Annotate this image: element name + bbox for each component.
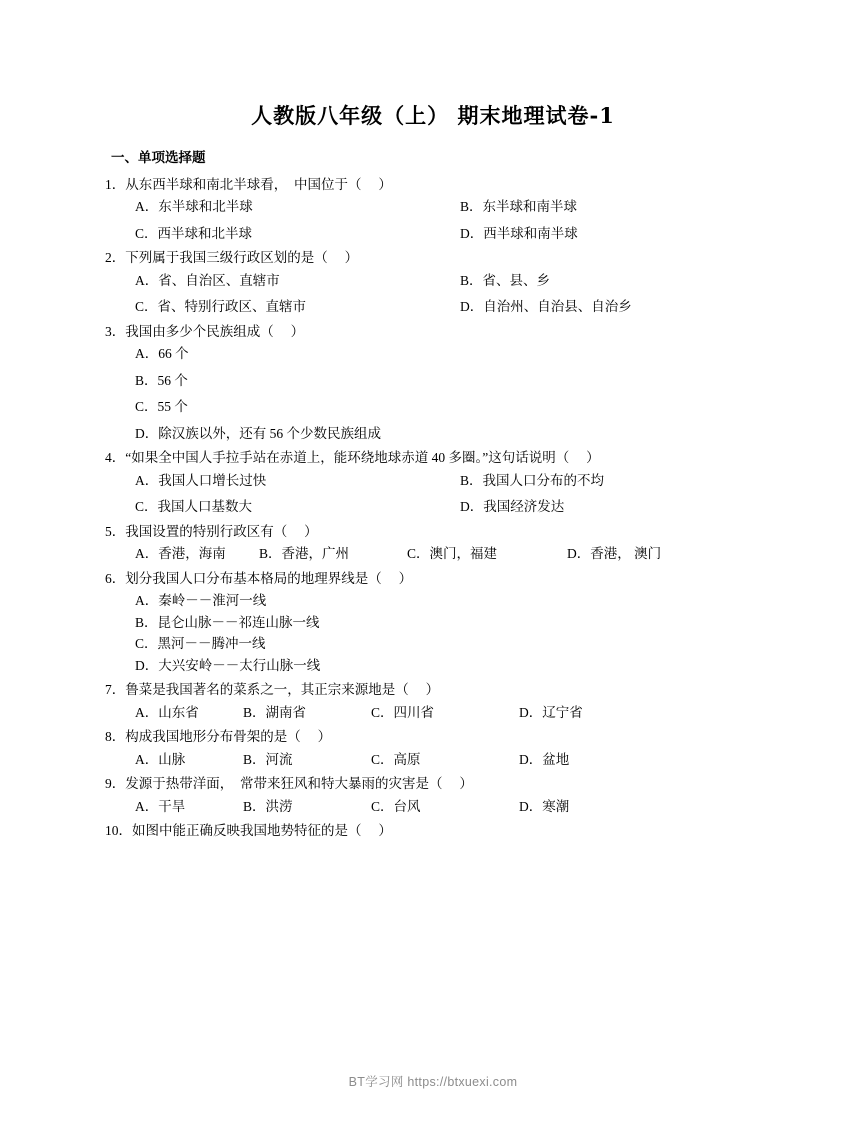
option-c[interactable]: C．西半球和北半球	[135, 225, 253, 241]
option-b[interactable]: B．省、县、乡	[460, 272, 551, 288]
site-watermark: BT学习网 https://btxuexi.com	[348, 1075, 518, 1089]
option-d[interactable]: D．辽宁省	[519, 704, 583, 720]
option-a[interactable]: A．我国人口增长过快	[135, 472, 267, 488]
option-group	[135, 274, 769, 314]
option-group	[97, 594, 769, 672]
option-a[interactable]: A．干旱	[135, 798, 186, 814]
option-d[interactable]: D．自治州、自治县、自治乡	[460, 299, 632, 314]
page-title: 人教版八年级（上） 期末地理试卷-1	[251, 103, 615, 128]
option-a[interactable]: A．香港，海南	[135, 546, 226, 561]
option-d[interactable]: D．除汉族以外，还有 56 个少数民族组成	[135, 425, 381, 441]
question-stem: 5．我国设置的特别行政区有（ ）	[105, 523, 318, 539]
question-stem: 1．从东西半球和南北半球看， 中国位于（ ）	[105, 176, 392, 192]
option-a[interactable]: A．东半球和北半球	[135, 199, 253, 214]
option-group	[135, 474, 769, 514]
option-group	[97, 347, 769, 440]
option-b[interactable]: B．东半球和南半球	[460, 199, 578, 214]
option-d[interactable]: D．寒潮	[519, 798, 570, 814]
option-b[interactable]: B．我国人口分布的不均	[460, 472, 605, 488]
option-a[interactable]: A．山脉	[135, 751, 186, 767]
option-b[interactable]: B．洪涝	[243, 798, 293, 814]
option-b[interactable]: B．河流	[243, 751, 293, 767]
option-a[interactable]: A．66 个	[135, 346, 189, 361]
option-c[interactable]: C．台风	[371, 798, 421, 814]
option-c[interactable]: C．省、特别行政区、直辖市	[135, 299, 307, 314]
question-item	[97, 683, 769, 719]
question-item	[97, 572, 769, 673]
question-stem: 6．划分我国人口分布基本格局的地理界线是（ ）	[105, 570, 413, 586]
option-d[interactable]: D．盆地	[519, 751, 570, 767]
option-c[interactable]: C．我国人口基数大	[135, 499, 253, 514]
question-stem: 7．鲁菜是我国著名的菜系之一，其正宗来源地是（ ）	[105, 682, 440, 697]
option-b[interactable]: B．56 个	[135, 372, 188, 388]
question-stem: 2．下列属于我国三级行政区划的是（ ）	[105, 250, 359, 265]
option-d[interactable]: D．西半球和南半球	[460, 225, 578, 241]
section-heading: 一、单项选择题	[111, 150, 206, 166]
question-stem: 4．“如果全中国人手拉手站在赤道上，能环绕地球赤道 40 多圈。”这句话说明（ ）	[105, 450, 600, 465]
option-b[interactable]: B．昆仑山脉－－祁连山脉一线	[135, 614, 320, 630]
question-item	[97, 451, 769, 514]
option-d[interactable]: D．香港， 澳门	[567, 546, 662, 561]
option-c[interactable]: C．四川省	[371, 704, 435, 720]
option-c[interactable]: C．55 个	[135, 399, 188, 414]
question-item	[97, 824, 769, 838]
option-c[interactable]: C．澳门，福建	[407, 546, 498, 561]
option-group	[135, 753, 769, 767]
question-stem: 8．构成我国地形分布骨架的是（ ）	[105, 729, 332, 744]
question-item	[97, 730, 769, 766]
question-item	[97, 777, 769, 813]
question-item	[97, 525, 769, 561]
option-b[interactable]: B．香港，广州	[259, 546, 350, 561]
option-group	[135, 706, 769, 720]
option-group	[135, 200, 769, 240]
option-a[interactable]: A．秦岭－－淮河一线	[135, 593, 267, 608]
option-a[interactable]: A．山东省	[135, 704, 199, 720]
question-item	[97, 325, 769, 441]
option-d[interactable]: D．大兴安岭－－太行山脉一线	[135, 657, 321, 673]
option-c[interactable]: C．高原	[371, 751, 421, 767]
question-item	[97, 178, 769, 241]
option-a[interactable]: A．省、自治区、直辖市	[135, 272, 280, 288]
option-c[interactable]: C．黑河－－腾冲一线	[135, 636, 266, 651]
exam-content	[97, 130, 769, 838]
option-group	[135, 547, 769, 561]
option-d[interactable]: D．我国经济发达	[460, 499, 565, 514]
question-stem: 10．如图中能正确反映我国地势特征的是（ ）	[105, 823, 392, 838]
option-group	[135, 800, 769, 814]
question-stem: 9．发源于热带洋面， 常带来狂风和特大暴雨的灾害是（ ）	[105, 776, 473, 791]
question-stem: 3．我国由多少个民族组成（ ）	[105, 323, 305, 339]
question-item	[97, 251, 769, 314]
option-b[interactable]: B．湖南省	[243, 704, 307, 720]
